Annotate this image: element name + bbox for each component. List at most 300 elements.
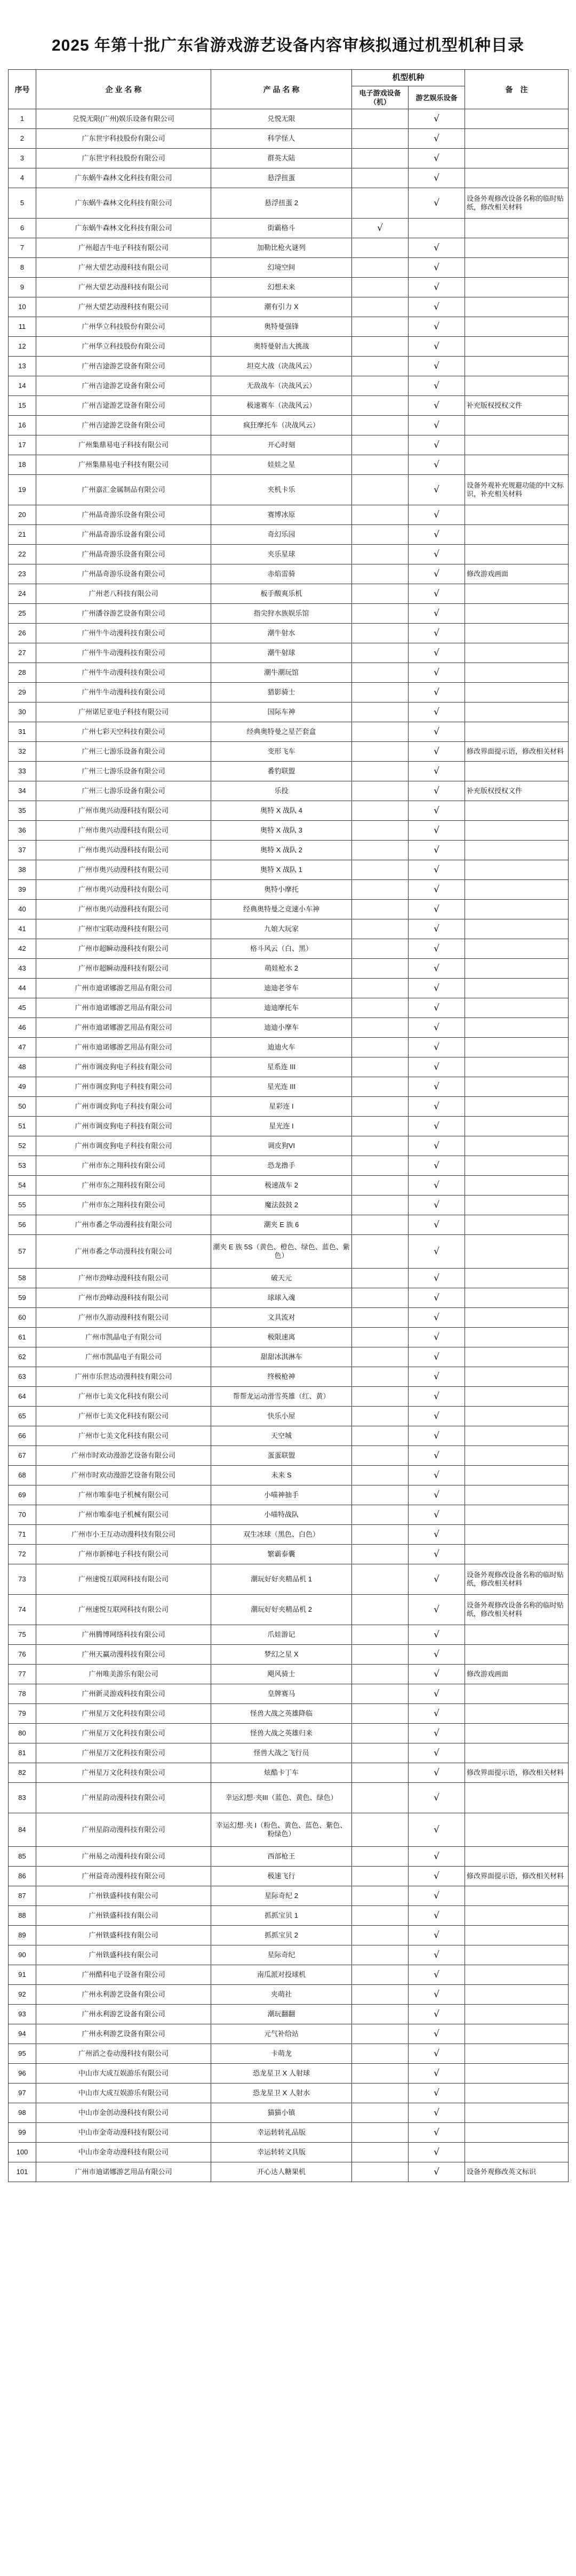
cell-no: 82 <box>9 1763 36 1783</box>
cell-type-amusement <box>409 919 465 939</box>
cell-remark <box>465 149 569 168</box>
cell-remark <box>465 435 569 455</box>
table-row <box>9 2024 569 2044</box>
cell-no: 35 <box>9 801 36 821</box>
cell-type-electronic <box>352 1407 409 1426</box>
table-row <box>9 1077 569 1097</box>
cell-type-electronic <box>352 979 409 998</box>
cell-no: 24 <box>9 584 36 604</box>
cell-type-electronic <box>352 545 409 564</box>
header-type-amusement: 游艺娱乐设备 <box>409 86 465 109</box>
cell-company: 广州市奥兴动漫科技有限公司 <box>36 900 211 919</box>
cell-remark: 修改界面提示语，修改相关材料 <box>465 742 569 762</box>
cell-no: 46 <box>9 1018 36 1038</box>
cell-remark <box>465 1196 569 1215</box>
cell-product: 幸运转转文具版 <box>211 2143 352 2162</box>
cell-company: 广州星万文化科技有限公司 <box>36 1724 211 1743</box>
cell-no: 18 <box>9 455 36 475</box>
cell-no: 85 <box>9 1847 36 1867</box>
table-row <box>9 1269 569 1288</box>
cell-type-electronic <box>352 1446 409 1466</box>
header-remark: 备 注 <box>465 70 569 109</box>
cell-remark <box>465 702 569 722</box>
cell-type-electronic <box>352 435 409 455</box>
cell-product: 未来 S <box>211 1466 352 1485</box>
table-row <box>9 604 569 624</box>
check-mark-icon: √ <box>434 1469 439 1481</box>
cell-no: 96 <box>9 2064 36 2084</box>
cell-type-amusement <box>409 1018 465 1038</box>
cell-no: 51 <box>9 1117 36 1136</box>
cell-no: 79 <box>9 1704 36 1724</box>
cell-no: 93 <box>9 2005 36 2024</box>
cell-no: 77 <box>9 1665 36 1684</box>
cell-type-amusement <box>409 2162 465 2182</box>
table-row <box>9 1485 569 1505</box>
cell-type-electronic <box>352 1038 409 1057</box>
cell-product: 魔法鼓鼓 2 <box>211 1196 352 1215</box>
cell-no: 13 <box>9 357 36 376</box>
cell-product: 破天元 <box>211 1269 352 1288</box>
cell-remark: 设备外观修改英文标识 <box>465 2162 569 2182</box>
check-mark-icon: √ <box>434 2028 439 2039</box>
cell-product: 抓抓宝贝 2 <box>211 1926 352 1945</box>
check-mark-icon: √ <box>434 197 439 208</box>
cell-type-electronic <box>352 1645 409 1665</box>
cell-product: 小喵特战队 <box>211 1505 352 1525</box>
cell-company: 广州市东之翔科技有限公司 <box>36 1176 211 1196</box>
cell-type-amusement <box>409 1743 465 1763</box>
cell-type-amusement <box>409 683 465 702</box>
cell-no: 9 <box>9 278 36 297</box>
cell-company: 广州大望艺动漫科技有限公司 <box>36 278 211 297</box>
cell-company: 广州星韵动漫科技有限公司 <box>36 1813 211 1847</box>
cell-type-electronic <box>352 880 409 900</box>
cell-type-electronic <box>352 1847 409 1867</box>
cell-type-amusement <box>409 2084 465 2103</box>
cell-type-amusement <box>409 1485 465 1505</box>
table-row <box>9 2162 569 2182</box>
cell-remark <box>465 168 569 188</box>
cell-type-electronic <box>352 860 409 880</box>
cell-type-electronic <box>352 1684 409 1704</box>
cell-no: 94 <box>9 2024 36 2044</box>
cell-remark <box>465 2005 569 2024</box>
cell-type-amusement <box>409 1684 465 1704</box>
cell-product: 极限速离 <box>211 1328 352 1347</box>
cell-company: 广州市东之翔科技有限公司 <box>36 1196 211 1215</box>
cell-product: 乐投 <box>211 781 352 801</box>
cell-remark <box>465 1117 569 1136</box>
cell-product: 加勒比枪火谜列 <box>211 238 352 258</box>
cell-company: 广州市宝联动漫科技有限公司 <box>36 919 211 939</box>
check-mark-icon: √ <box>434 923 439 934</box>
cell-type-electronic <box>352 1288 409 1308</box>
cell-no: 4 <box>9 168 36 188</box>
cell-type-amusement <box>409 781 465 801</box>
table-row <box>9 1057 569 1077</box>
cell-type-electronic <box>352 1176 409 1196</box>
table-row <box>9 1945 569 1965</box>
cell-type-amusement <box>409 1407 465 1426</box>
cell-remark <box>465 455 569 475</box>
cell-type-amusement <box>409 1704 465 1724</box>
cell-remark <box>465 860 569 880</box>
check-mark-icon: √ <box>434 608 439 619</box>
cell-type-amusement <box>409 188 465 219</box>
cell-product: 猫猫小镇 <box>211 2103 352 2123</box>
cell-product: 潮夹 E 族 6 <box>211 1215 352 1235</box>
cell-company: 广州市奥兴动漫科技有限公司 <box>36 801 211 821</box>
cell-no: 64 <box>9 1387 36 1407</box>
cell-product: 赛博冰原 <box>211 505 352 525</box>
cell-no: 101 <box>9 2162 36 2182</box>
cell-product: 经典奥特曼之竞速小车神 <box>211 900 352 919</box>
check-mark-icon: √ <box>434 1548 439 1560</box>
document-title: 2025 年第十批广东省游戏游艺设备内容审核拟通过机型机种目录 <box>51 37 525 54</box>
check-mark-icon: √ <box>434 360 439 372</box>
cell-company: 广州酷科电子设备有限公司 <box>36 1965 211 1985</box>
table-row <box>9 564 569 584</box>
cell-product: 娃娃之星 <box>211 455 352 475</box>
check-mark-icon: √ <box>434 152 439 164</box>
cell-type-electronic <box>352 1525 409 1545</box>
table-row <box>9 1906 569 1926</box>
cell-remark <box>465 880 569 900</box>
cell-type-electronic <box>352 1485 409 1505</box>
cell-no: 6 <box>9 219 36 238</box>
check-mark-icon: √ <box>434 1573 439 1585</box>
table-row <box>9 1308 569 1328</box>
cell-no: 38 <box>9 860 36 880</box>
cell-product: 经典奥特曼之星芒套盒 <box>211 722 352 742</box>
cell-remark <box>465 1645 569 1665</box>
cell-no: 66 <box>9 1426 36 1446</box>
cell-type-amusement <box>409 1763 465 1783</box>
cell-type-amusement <box>409 604 465 624</box>
cell-remark <box>465 1347 569 1367</box>
cell-product: 卡萌龙 <box>211 2044 352 2064</box>
cell-type-amusement <box>409 880 465 900</box>
check-mark-icon: √ <box>434 1509 439 1520</box>
table-row <box>9 109 569 129</box>
check-mark-icon: √ <box>434 1727 439 1739</box>
cell-type-amusement <box>409 416 465 435</box>
cell-type-amusement <box>409 1965 465 1985</box>
cell-company: 广州新灵游戏科技有限公司 <box>36 1684 211 1704</box>
cell-company: 广州铁盛科技有限公司 <box>36 1886 211 1906</box>
cell-company: 广州牛牛动漫科技有限公司 <box>36 624 211 643</box>
cell-company: 广州华立科技股份有限公司 <box>36 317 211 337</box>
cell-company: 广州易之动漫科技有限公司 <box>36 1847 211 1867</box>
table-row <box>9 1038 569 1057</box>
cell-company: 广州晶奇游乐设备有限公司 <box>36 545 211 564</box>
cell-type-amusement <box>409 1926 465 1945</box>
cell-remark <box>465 258 569 278</box>
check-mark-icon: √ <box>434 1120 439 1132</box>
cell-type-electronic <box>352 2024 409 2044</box>
cell-company: 广州星万文化科技有限公司 <box>36 1743 211 1763</box>
check-mark-icon: √ <box>434 1410 439 1422</box>
table-row <box>9 860 569 880</box>
cell-company: 广州吉途游艺设备有限公司 <box>36 357 211 376</box>
cell-type-electronic <box>352 1763 409 1783</box>
cell-type-electronic <box>352 258 409 278</box>
check-mark-icon: √ <box>434 1430 439 1441</box>
cell-remark <box>465 1426 569 1446</box>
check-mark-icon: √ <box>434 1312 439 1323</box>
cell-product: 潮玩好好夹精品机 2 <box>211 1595 352 1625</box>
table-row <box>9 376 569 396</box>
cell-type-electronic <box>352 357 409 376</box>
table-row <box>9 663 569 683</box>
cell-remark: 补充版权授权文件 <box>465 781 569 801</box>
table-row <box>9 1505 569 1525</box>
check-mark-icon: √ <box>434 321 439 332</box>
check-mark-icon: √ <box>434 242 439 253</box>
cell-type-electronic <box>352 1136 409 1156</box>
check-mark-icon: √ <box>434 2048 439 2059</box>
cell-no: 47 <box>9 1038 36 1057</box>
table-row <box>9 455 569 475</box>
cell-company: 广州永利游艺设备有限公司 <box>36 2005 211 2024</box>
cell-company: 广州市奥兴动漫科技有限公司 <box>36 841 211 860</box>
cell-remark <box>465 1215 569 1235</box>
cell-remark <box>465 1485 569 1505</box>
table-row <box>9 683 569 702</box>
table-row <box>9 149 569 168</box>
cell-remark <box>465 545 569 564</box>
cell-type-electronic <box>352 109 409 129</box>
cell-company: 广州集鼎易电子科技有限公司 <box>36 455 211 475</box>
table-row <box>9 1367 569 1387</box>
cell-type-electronic <box>352 1308 409 1328</box>
cell-product: 群英大陆 <box>211 149 352 168</box>
cell-type-electronic <box>352 238 409 258</box>
cell-type-electronic <box>352 1867 409 1886</box>
cell-remark <box>465 1328 569 1347</box>
cell-company: 广州市久游动漫科技有限公司 <box>36 1308 211 1328</box>
cell-remark <box>465 2084 569 2103</box>
table-row <box>9 258 569 278</box>
cell-type-amusement <box>409 979 465 998</box>
cell-product: 奥特曼强锋 <box>211 317 352 337</box>
check-mark-icon: √ <box>434 1890 439 1901</box>
cell-no: 40 <box>9 900 36 919</box>
check-mark-icon: √ <box>434 884 439 895</box>
cell-type-electronic <box>352 900 409 919</box>
cell-type-electronic <box>352 416 409 435</box>
cell-type-amusement <box>409 2123 465 2143</box>
cell-type-electronic <box>352 801 409 821</box>
cell-no: 78 <box>9 1684 36 1704</box>
check-mark-icon: √ <box>434 1489 439 1500</box>
cell-type-amusement <box>409 109 465 129</box>
cell-company: 广州星韵动漫科技有限公司 <box>36 1783 211 1813</box>
check-mark-icon: √ <box>434 1219 439 1230</box>
check-mark-icon: √ <box>434 844 439 855</box>
cell-type-electronic <box>352 1595 409 1625</box>
check-mark-icon: √ <box>434 459 439 470</box>
check-mark-icon: √ <box>434 746 439 757</box>
check-mark-icon: √ <box>434 1910 439 1921</box>
cell-remark <box>465 1176 569 1196</box>
table-row <box>9 1407 569 1426</box>
cell-type-amusement <box>409 584 465 604</box>
cell-no: 56 <box>9 1215 36 1235</box>
cell-no: 26 <box>9 624 36 643</box>
check-mark-icon: √ <box>434 529 439 540</box>
cell-type-amusement <box>409 643 465 663</box>
cell-product: 无敌战车（决战风云） <box>211 376 352 396</box>
table-row <box>9 702 569 722</box>
check-mark-icon: √ <box>434 1747 439 1758</box>
cell-company: 中山市大成互娱游乐有限公司 <box>36 2064 211 2084</box>
cell-type-amusement <box>409 959 465 979</box>
cell-type-electronic <box>352 781 409 801</box>
cell-product: 抓抓宝贝 1 <box>211 1906 352 1926</box>
cell-type-electronic <box>352 188 409 219</box>
cell-product: 极速赛车（决战风云） <box>211 396 352 416</box>
cell-remark <box>465 1985 569 2005</box>
table-row <box>9 939 569 959</box>
cell-company: 广州嘉汇金属制品有限公司 <box>36 475 211 505</box>
cell-no: 74 <box>9 1595 36 1625</box>
cell-remark <box>465 317 569 337</box>
check-mark-icon: √ <box>434 864 439 875</box>
cell-type-amusement <box>409 1665 465 1684</box>
cell-no: 52 <box>9 1136 36 1156</box>
cell-no: 55 <box>9 1196 36 1215</box>
check-mark-icon: √ <box>434 1002 439 1013</box>
cell-product: 幸运幻想·夹III（蓝色、黄色、绿色） <box>211 1783 352 1813</box>
cell-type-electronic <box>352 1269 409 1288</box>
cell-type-amusement <box>409 564 465 584</box>
check-mark-icon: √ <box>434 262 439 273</box>
cell-type-amusement <box>409 702 465 722</box>
cell-product: 天空城 <box>211 1426 352 1446</box>
cell-remark <box>465 1813 569 1847</box>
check-mark-icon: √ <box>434 1160 439 1171</box>
cell-remark <box>465 238 569 258</box>
cell-type-amusement <box>409 1847 465 1867</box>
header-company: 企 业 名 称 <box>36 70 211 109</box>
check-mark-icon: √ <box>434 2008 439 2020</box>
cell-type-electronic <box>352 376 409 396</box>
cell-remark <box>465 219 569 238</box>
cell-no: 41 <box>9 919 36 939</box>
cell-type-amusement <box>409 297 465 317</box>
table-row <box>9 317 569 337</box>
cell-no: 86 <box>9 1867 36 1886</box>
cell-no: 76 <box>9 1645 36 1665</box>
table-row <box>9 278 569 297</box>
cell-no: 31 <box>9 722 36 742</box>
table-row <box>9 1328 569 1347</box>
cell-type-electronic <box>352 1625 409 1645</box>
cell-company: 广州滔之卷动漫科技有限公司 <box>36 2044 211 2064</box>
cell-type-electronic <box>352 1665 409 1684</box>
cell-product: 番豹联盟 <box>211 762 352 781</box>
cell-company: 广州大望艺动漫科技有限公司 <box>36 258 211 278</box>
cell-type-electronic <box>352 643 409 663</box>
table-row <box>9 1176 569 1196</box>
table-row <box>9 1136 569 1156</box>
cell-type-amusement <box>409 1057 465 1077</box>
cell-remark <box>465 416 569 435</box>
cell-type-electronic <box>352 1328 409 1347</box>
cell-product: 幻境空间 <box>211 258 352 278</box>
header-product: 产 品 名 称 <box>211 70 352 109</box>
cell-type-amusement <box>409 1595 465 1625</box>
cell-product: 猎影骑士 <box>211 683 352 702</box>
cell-type-electronic <box>352 1367 409 1387</box>
cell-product: 极速战车 2 <box>211 1176 352 1196</box>
cell-remark <box>465 979 569 998</box>
cell-type-amusement <box>409 475 465 505</box>
cell-product: 星系连 III <box>211 1057 352 1077</box>
cell-type-amusement <box>409 1136 465 1156</box>
table-row <box>9 188 569 219</box>
cell-type-electronic <box>352 1196 409 1215</box>
cell-product: 夹萌社 <box>211 1985 352 2005</box>
cell-type-amusement <box>409 1176 465 1196</box>
cell-type-electronic <box>352 919 409 939</box>
cell-type-amusement <box>409 1645 465 1665</box>
check-mark-icon: √ <box>434 439 439 450</box>
cell-company: 广州天赢动漫科技有限公司 <box>36 1645 211 1665</box>
cell-remark: 设备外观修改设备名称的临时贴纸，修改相关材料 <box>465 1595 569 1625</box>
cell-type-electronic <box>352 1813 409 1847</box>
cell-product: 开心达人糖果机 <box>211 2162 352 2182</box>
cell-company: 中山市金奇动漫科技有限公司 <box>36 2123 211 2143</box>
cell-no: 7 <box>9 238 36 258</box>
cell-company: 广州星万文化科技有限公司 <box>36 1763 211 1783</box>
cell-product: 南瓜派对投球机 <box>211 1965 352 1985</box>
cell-remark <box>465 998 569 1018</box>
check-mark-icon: √ <box>434 1629 439 1640</box>
table-row <box>9 1665 569 1684</box>
cell-company: 广州市迪诺娜游艺用品有限公司 <box>36 2162 211 2182</box>
cell-company: 广州腾博网络科技有限公司 <box>36 1625 211 1645</box>
cell-no: 98 <box>9 2103 36 2123</box>
cell-company: 广州唯美游乐有限公司 <box>36 1665 211 1684</box>
cell-company: 中山市金奇动漫科技有限公司 <box>36 2143 211 2162</box>
table-row <box>9 624 569 643</box>
cell-remark <box>465 1783 569 1813</box>
cell-remark <box>465 1156 569 1176</box>
cell-remark <box>465 2044 569 2064</box>
cell-type-amusement <box>409 900 465 919</box>
check-mark-icon: √ <box>434 1767 439 1778</box>
check-mark-icon: √ <box>434 706 439 717</box>
check-mark-icon: √ <box>434 1824 439 1835</box>
cell-no: 22 <box>9 545 36 564</box>
cell-company: 广州益奇动漫科技有限公司 <box>36 1867 211 1886</box>
cell-remark <box>465 900 569 919</box>
check-mark-icon: √ <box>434 2166 439 2177</box>
cell-type-amusement <box>409 1387 465 1407</box>
table-row <box>9 1763 569 1783</box>
cell-remark <box>465 1057 569 1077</box>
cell-type-electronic <box>352 475 409 505</box>
table-row <box>9 1926 569 1945</box>
check-mark-icon: √ <box>434 1604 439 1615</box>
cell-product: 奥特 X 战队 4 <box>211 801 352 821</box>
cell-product: 爪娃游记 <box>211 1625 352 1645</box>
table-row <box>9 168 569 188</box>
cell-company: 广东蜗牛森林文化科技有限公司 <box>36 188 211 219</box>
